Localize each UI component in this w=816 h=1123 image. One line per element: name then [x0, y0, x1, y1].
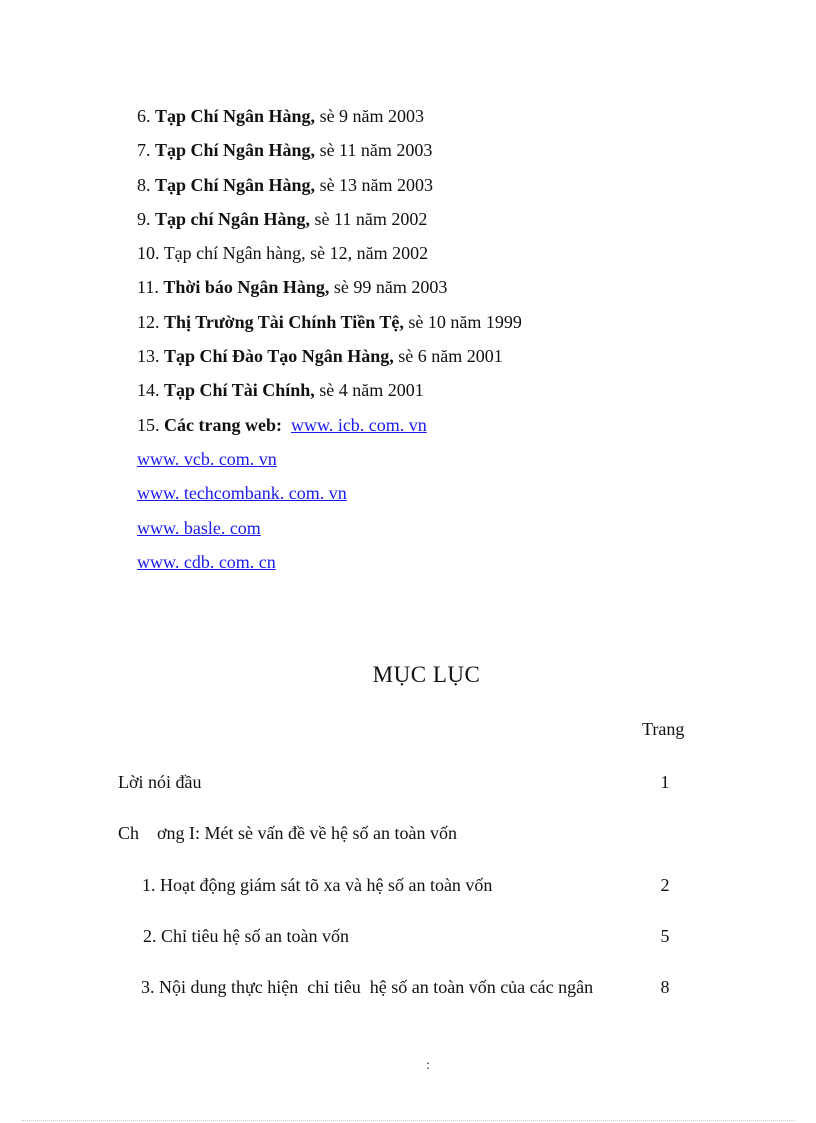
reference-title: Tạp Chí Ngân Hàng,	[155, 174, 316, 195]
reference-number: 10.	[137, 243, 160, 264]
reference-detail: sè 9 năm 2003	[315, 106, 425, 126]
reference-detail: sè 11 năm 2002	[310, 208, 428, 229]
reference-detail: sè 4 năm 2001	[314, 380, 424, 401]
reference-title: Tạp Chí Đào Tạo Ngân Hàng,	[164, 346, 394, 367]
page-bottom-divider	[22, 1120, 794, 1121]
reference-item	[137, 273, 737, 307]
reference-number: 14.	[137, 380, 160, 401]
reference-list	[137, 102, 737, 582]
reference-item	[137, 102, 737, 136]
toc-row-page: 2	[660, 875, 670, 895]
websites-label: Các trang web:	[164, 414, 282, 435]
footer-mark: :	[426, 1058, 430, 1073]
reference-detail: sè 6 năm 2001	[393, 346, 503, 367]
toc-row[interactable]	[0, 820, 816, 846]
reference-number: 13.	[137, 346, 160, 367]
reference-number: 6.	[137, 106, 151, 126]
reference-title: Tạp chí Ngân hàng,	[163, 243, 306, 264]
reference-title: Tạp Chí Tài Chính,	[164, 380, 315, 401]
reference-number: 12.	[137, 311, 160, 332]
website-line	[137, 445, 737, 479]
reference-number: 9.	[137, 208, 151, 229]
reference-item	[137, 342, 737, 376]
reference-item	[137, 205, 737, 239]
website-line	[137, 548, 737, 582]
toc-row[interactable]	[0, 769, 816, 795]
toc-title: MỤC LỤC	[372, 662, 481, 687]
website-line	[137, 479, 737, 513]
website-link-basle[interactable]: www. basle. com	[137, 517, 261, 538]
toc-row[interactable]	[0, 872, 816, 898]
toc-page-header: Trang	[642, 719, 685, 739]
reference-detail: sè 99 năm 2003	[329, 277, 448, 298]
reference-title: Thị Trường Tài Chính Tiền Tệ,	[164, 311, 404, 332]
reference-item	[137, 308, 737, 342]
reference-title: Tạp chí Ngân Hàng,	[155, 208, 311, 229]
toc-row-page: 1	[660, 772, 670, 792]
toc-row-label: 3. Nội dung thực hiện chỉ tiêu hệ số an toàn vốn của các ngân	[141, 977, 594, 997]
reference-number: 8.	[137, 174, 151, 195]
website-link-cdb[interactable]: www. cdb. com. cn	[137, 551, 276, 572]
toc-row-label: Lời nói đầu	[118, 772, 202, 792]
reference-item	[137, 171, 737, 205]
toc-row-page: 5	[660, 926, 670, 946]
website-link-vcb[interactable]: www. vcb. com. vn	[137, 448, 277, 469]
website-link-icb[interactable]: www. icb. com. vn	[290, 414, 427, 435]
reference-item	[137, 136, 737, 170]
reference-number: 7.	[137, 140, 151, 161]
website-link-techcombank[interactable]: www. techcombank. com. vn	[137, 483, 347, 504]
reference-item	[137, 376, 737, 410]
reference-detail: sè 11 năm 2003	[315, 140, 433, 161]
reference-number: 11.	[137, 277, 159, 298]
toc-row-label: Ch ơng I: Mét sè vấn đề về hệ số an toàn vốn	[118, 823, 457, 843]
reference-item	[137, 239, 737, 273]
reference-detail: sè 13 năm 2003	[315, 174, 434, 195]
reference-number: 15.	[137, 414, 160, 435]
reference-title: Tạp Chí Ngân Hàng,	[155, 106, 316, 126]
toc-row[interactable]	[0, 923, 816, 949]
toc-row-label: 1. Hoạt động giám sát tõ xa và hệ số an toàn vốn	[142, 875, 493, 895]
website-line	[137, 514, 737, 548]
reference-detail: sè 10 năm 1999	[403, 311, 522, 332]
reference-detail: sè 12, năm 2002	[305, 243, 429, 264]
toc-row[interactable]	[0, 974, 816, 1000]
reference-title: Thời báo Ngân Hàng,	[163, 277, 330, 298]
toc-row-page: 8	[660, 977, 670, 997]
toc-row-label: 2. Chỉ tiêu hệ số an toàn vốn	[143, 926, 349, 946]
reference-title: Tạp Chí Ngân Hàng,	[155, 140, 316, 161]
reference-item-websites	[137, 411, 737, 445]
